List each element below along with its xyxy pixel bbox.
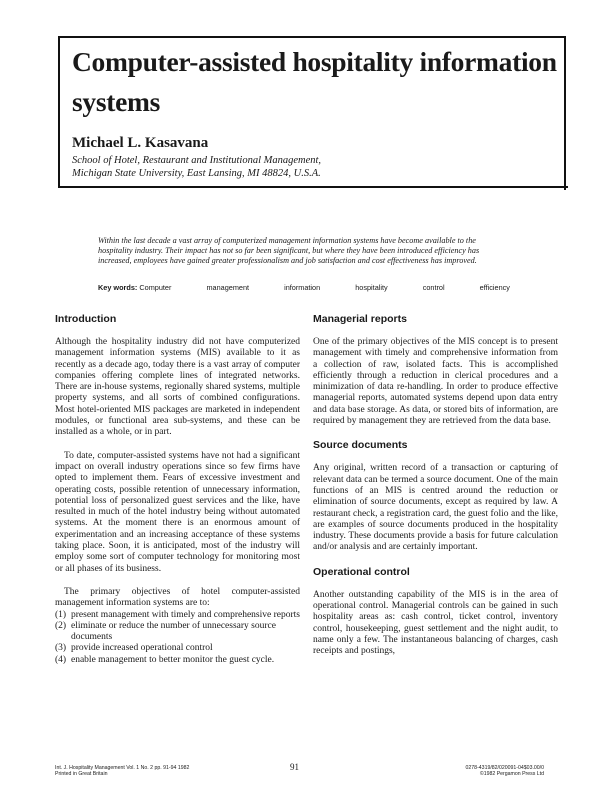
article-title: Computer-assisted hospitality information systems: [72, 46, 557, 117]
managerial-reports-paragraph: One of the primary objectives of the MIS concept is to present management with timely and comprehensive information from a collection of raw, isolated facts. This is accomplished efficiently through a reduction in clerical procedures and a minimization of data re-handling. In order to produce effective managerial reports, automated systems depend upon data entry and data base storage. As data, or stored bits of information, are required by management they are retrieved from the data base.: [313, 337, 558, 427]
keyword-item: control: [422, 283, 445, 292]
affiliation-line-2: Michigan State University, East Lansing, MI 48824, U.S.A.: [72, 168, 321, 179]
affiliation-line-1: School of Hotel, Restaurant and Institutional Management,: [72, 155, 322, 166]
section-heading-source-documents: Source documents: [313, 439, 408, 452]
intro-paragraph-2: To date, computer-assisted systems have not had a significant impact on overall industry operations since so few firms have opted to implement them. Fears of excessive investment and operating costs, possible retention of unnecessary information, potential loss of personalized guest services and the like, have resulted in much of the hotel industry being without automated systems. At the moment there is an enormous amount of experimentation and an increasing acceptance of these systems taking place. Soon, it is anticipated, most of the industry will employ some sort of computer technology for monitoring most or all phases of its business.: [55, 450, 300, 574]
list-item: (4) enable management to better monitor the guest cycle.: [55, 654, 275, 665]
title-box: [58, 36, 566, 188]
title-box-bottom-border: [60, 186, 568, 188]
list-item: (1) present management with timely and comprehensive reports: [55, 609, 300, 620]
objectives-list: [55, 610, 300, 666]
list-item: (3) provide increased operational control: [55, 643, 213, 654]
keyword-item: efficiency: [479, 283, 510, 292]
intro-paragraph-3: The primary objectives of hotel computer-assisted management information systems are to:: [55, 586, 300, 609]
title-box-right-border: [564, 38, 566, 190]
keyword-item: Computer: [139, 283, 172, 292]
source-documents-paragraph: Any original, written record of a transaction or capturing of relevant data can be termed a source document. One of the main functions of an MIS is centred around the reduction or elimination of source documents, except as required by law. A restaurant check, a registration card, the guest folio and the like, are examples of source documents produced in the hospitality industry. These documents provide a basis for future calculation and/or analysis and are certainly important.: [313, 463, 558, 553]
keyword-item: information: [284, 283, 321, 292]
list-item: (2) eliminate or reduce the number of unnecessary source documents: [55, 620, 276, 643]
author-name: Michael L. Kasavana: [72, 135, 209, 151]
right-column: [313, 313, 558, 670]
page-number: 91: [290, 762, 299, 772]
keyword-item: management: [206, 283, 250, 292]
left-column: [55, 313, 300, 666]
operational-control-paragraph: Another outstanding capability of the MIS is in the area of operational control. Managerial controls can be gained in such hospitality areas as: cash control, ticket control, inventory control, housekeeping, guest settlement and the night audit, to name only a few. The instantaneous balancing of charges, cash receipts and postings,: [313, 589, 558, 657]
abstract: Within the last decade a vast array of computerized management information systems have become available to the hospitality industry. Their impact has not so far been significant, but where they have been introduced efficiency has increased, employees have gained greater professionalism and job satisfaction and cost effectiveness has improved.: [98, 236, 480, 265]
intro-paragraph-1: Although the hospitality industry did not have computerized management information systems (MIS) available to it as recently as a decade ago, today there is a vast array of computer companies offering complete lines of integrated networks. There are in-house systems, regionally shared systems, multiple property systems, and all sorts of combined configurations. Most hotel-oriented MIS packages are marketed in independent modules, or functional area sub-systems, and these can be installed as a whole, or in part.: [55, 337, 300, 438]
author-affiliation: [72, 154, 321, 180]
keyword-item: hospitality: [355, 283, 388, 292]
section-heading-introduction: Introduction: [55, 313, 117, 325]
section-heading-managerial-reports: Managerial reports: [313, 313, 407, 325]
copyright-notice: 0278-4319/82/020091-04$03.00/0 ©1982 Pergamon Press Ltd: [465, 765, 544, 777]
keywords-row: [98, 283, 510, 292]
section-heading-operational-control: Operational control: [313, 565, 410, 578]
journal-citation: Int. J. Hospitality Management Vol. 1 No. 2 pp. 91-94 1982 Printed in Great Britain: [55, 765, 190, 777]
keywords-label: Key words: Computer: [98, 283, 172, 292]
